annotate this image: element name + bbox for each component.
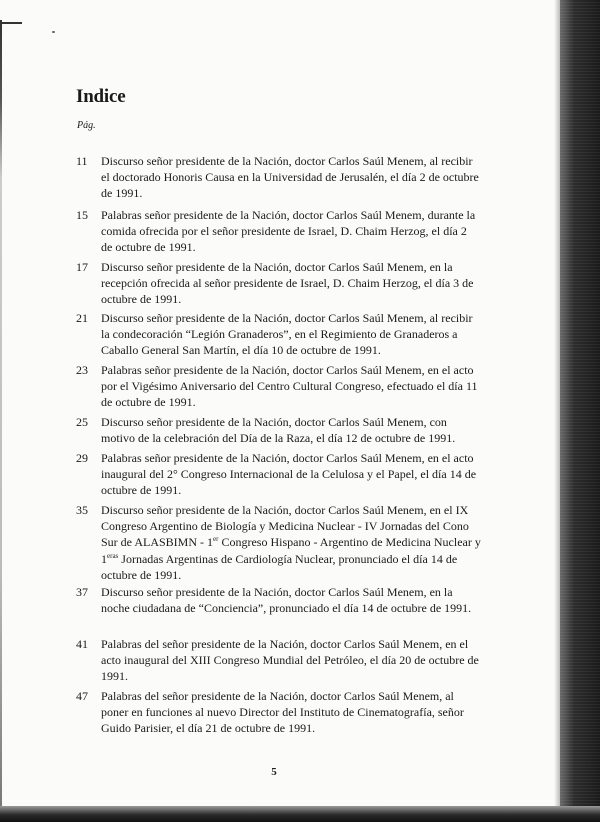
toc-entry: [76, 362, 481, 411]
toc-entry-text: Discurso señor presidente de la Nación, doctor Carlos Saúl Menem, al recibir la condecoración “Legión Granaderos”, en el Regimiento de Granaderos a Caballo General San Martín, el día 10 de octubre de 1991.: [101, 311, 473, 358]
toc-page-number: 11: [76, 154, 88, 168]
toc-entry: [76, 153, 481, 202]
toc-page-number: 15: [76, 208, 88, 222]
scan-bottom-shadow: [0, 806, 600, 822]
toc-entry: [76, 259, 481, 308]
toc-page-number: 47: [76, 689, 88, 703]
page-title: Indice: [76, 86, 126, 107]
toc-entry-text: Discurso señor presidente de la Nación, doctor Carlos Saúl Menem, al recibir el doctorado Honoris Causa en la Universidad de Jerusalén, el día 2 de octubre de 1991.: [101, 154, 479, 201]
toc-page-number: 41: [76, 637, 88, 651]
toc-entry: [76, 207, 481, 256]
toc-entry: [76, 414, 481, 446]
toc-entry-text: Discurso señor presidente de la Nación, doctor Carlos Saúl Menem, en la noche ciudadana de “Conciencia”, pronunciado el día 14 de octubre de 1991.: [101, 585, 472, 616]
toc-page-number: 25: [76, 415, 88, 429]
toc-entry: [76, 310, 481, 359]
page-number: 5: [271, 766, 277, 778]
toc-entry: [76, 502, 481, 583]
scan-binding-shadow: [0, 20, 2, 810]
toc-entry-text: Discurso señor presidente de la Nación, doctor Carlos Saúl Menem, con motivo de la celebración del Día de la Raza, el día 12 de octubre de 1991.: [101, 415, 456, 446]
toc-entry: [76, 450, 481, 499]
toc-entry-text: Discurso señor presidente de la Nación, doctor Carlos Saúl Menem, en la recepción ofrecida al señor presidente de Israel, D. Chaim Herzog, el día 3 de octubre de 1991.: [101, 260, 474, 307]
toc-entry: [76, 584, 481, 616]
scan-mark: [0, 22, 22, 24]
toc-entry: [76, 688, 481, 737]
toc-page-number: 37: [76, 585, 88, 599]
toc-entry-text: Discurso señor presidente de la Nación, doctor Carlos Saúl Menem, en el IX Congreso Argentino de Biología y Medicina Nuclear - IV Jornadas del Cono Sur de ALASBIMN - 1er Congreso Hispano - Argentino de Medicina Nuclear y $1^{eras}$ Jornadas Argentinas de Cardiología Nuclear, pronunciado el día 14 de octubre de 1991.: [101, 503, 481, 582]
toc-page-number: 21: [76, 311, 88, 325]
toc-page-number: 17: [76, 260, 88, 274]
toc-page-number: 29: [76, 451, 88, 465]
toc-page-number: 23: [76, 363, 88, 377]
toc-entry-text: Palabras del señor presidente de la Nación, doctor Carlos Saúl Menem, al poner en funciones al nuevo Director del Instituto de Cinematografía, señor Guido Parisier, el día 21 de octubre de 1991.: [101, 689, 464, 736]
toc-entry-text: Palabras del señor presidente de la Nación, doctor Carlos Saúl Menem, en el acto inaugural del XIII Congreso Mundial del Petróleo, el día 20 de octubre de 1991.: [101, 637, 479, 684]
toc-entry-text: Palabras señor presidente de la Nación, doctor Carlos Saúl Menem, durante la comida ofrecida por el señor presidente de Israel, D. Chaim Herzog, el día 2 de octubre de 1991.: [101, 208, 476, 255]
scan-edge-shadow: [560, 0, 600, 822]
toc-entry-text: Palabras señor presidente de la Nación, doctor Carlos Saúl Menem, en el acto por el Vigésimo Aniversario del Centro Cultural Congreso, efectuado el día 11 de octubre de 1991.: [101, 363, 478, 410]
toc-entry-text: Palabras señor presidente de la Nación, doctor Carlos Saúl Menem, en el acto inaugural del 2° Congreso Internacional de la Celulosa y el Papel, el día 14 de octubre de 1991.: [101, 451, 477, 498]
toc-entry: [76, 636, 481, 685]
toc-page-number: 35: [76, 503, 88, 517]
page-column-label: Pág.: [77, 120, 96, 131]
scan-speck: [52, 31, 55, 33]
